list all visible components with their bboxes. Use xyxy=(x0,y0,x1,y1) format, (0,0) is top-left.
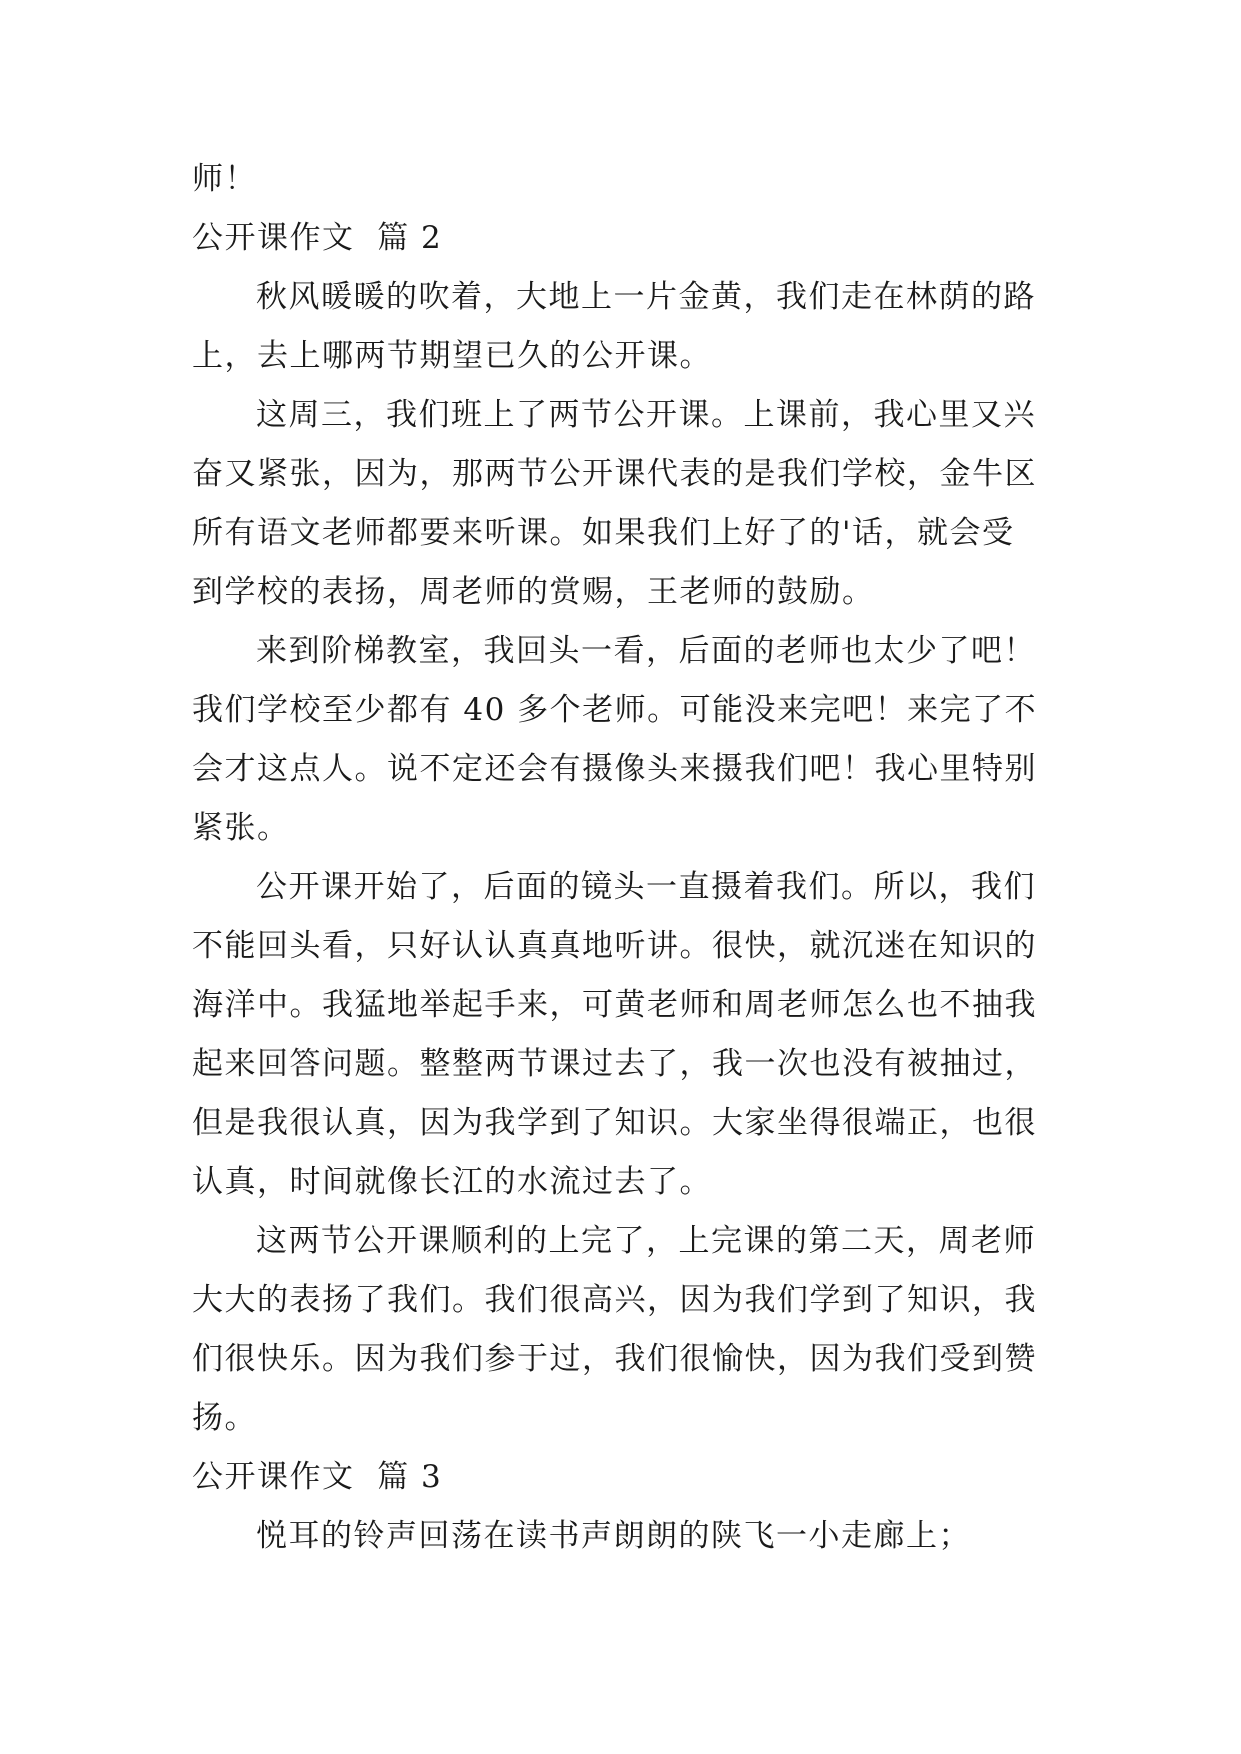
text-line: 这周三，我们班上了两节公开课。上课前，我心里又兴 xyxy=(256,397,1036,433)
text-line: 起来回答问题。整整两节课过去了，我一次也没有被抽过， xyxy=(192,1046,1037,1082)
text-line: 认真，时间就像长江的水流过去了。 xyxy=(192,1164,712,1200)
text-line: 这两节公开课顺利的上完了，上完课的第二天，周老师 xyxy=(256,1223,1036,1259)
text-line: 但是我很认真，因为我学到了知识。大家坐得很端正，也很 xyxy=(192,1105,1037,1141)
text-line: 所有语文老师都要来听课。如果我们上好了的'话，就会受 xyxy=(192,515,1015,551)
text-line: 到学校的表扬，周老师的赏赐，王老师的鼓励。 xyxy=(192,574,875,610)
text-line: 来到阶梯教室，我回头一看，后面的老师也太少了吧！ xyxy=(256,633,1036,669)
section-heading-3: 公开课作文 篇 3 xyxy=(192,1459,443,1495)
text-line: 海洋中。我猛地举起手来，可黄老师和周老师怎么也不抽我 xyxy=(192,987,1037,1023)
text-line: 会才这点人。说不定还会有摄像头来摄我们吧！我心里特别 xyxy=(192,751,1037,787)
text-line: 公开课开始了，后面的镜头一直摄着我们。所以，我们 xyxy=(256,869,1036,905)
text-line: 紧张。 xyxy=(192,810,290,846)
document-body xyxy=(192,150,1072,1566)
paragraph-1 xyxy=(192,268,1072,386)
paragraph-5 xyxy=(192,1212,1072,1448)
text-line: 秋风暖暖的吹着，大地上一片金黄，我们走在林荫的路 xyxy=(256,279,1036,315)
text-line: 扬。 xyxy=(192,1400,257,1436)
text-line: 奋又紧张，因为，那两节公开课代表的是我们学校，金牛区 xyxy=(192,456,1037,492)
paragraph-2 xyxy=(192,386,1072,622)
text-line: 大大的表扬了我们。我们很高兴，因为我们学到了知识，我 xyxy=(192,1282,1037,1318)
text-line: 上，去上哪两节期望已久的公开课。 xyxy=(192,338,712,374)
text-line: 我们学校至少都有 40 多个老师。可能没来完吧！来完了不 xyxy=(192,692,1038,728)
paragraph-3 xyxy=(192,622,1072,858)
paragraph-4 xyxy=(192,858,1072,1212)
continuation-line: 师！ xyxy=(192,161,257,197)
section-heading-2: 公开课作文 篇 2 xyxy=(192,220,443,256)
text-line: 悦耳的铃声回荡在读书声朗朗的陕飞一小走廊上； xyxy=(256,1518,971,1554)
paragraph-6 xyxy=(192,1507,1072,1566)
text-line: 们很快乐。因为我们参于过，我们很愉快，因为我们受到赞 xyxy=(192,1341,1037,1377)
text-line: 不能回头看，只好认认真真地听讲。很快，就沉迷在知识的 xyxy=(192,928,1037,964)
